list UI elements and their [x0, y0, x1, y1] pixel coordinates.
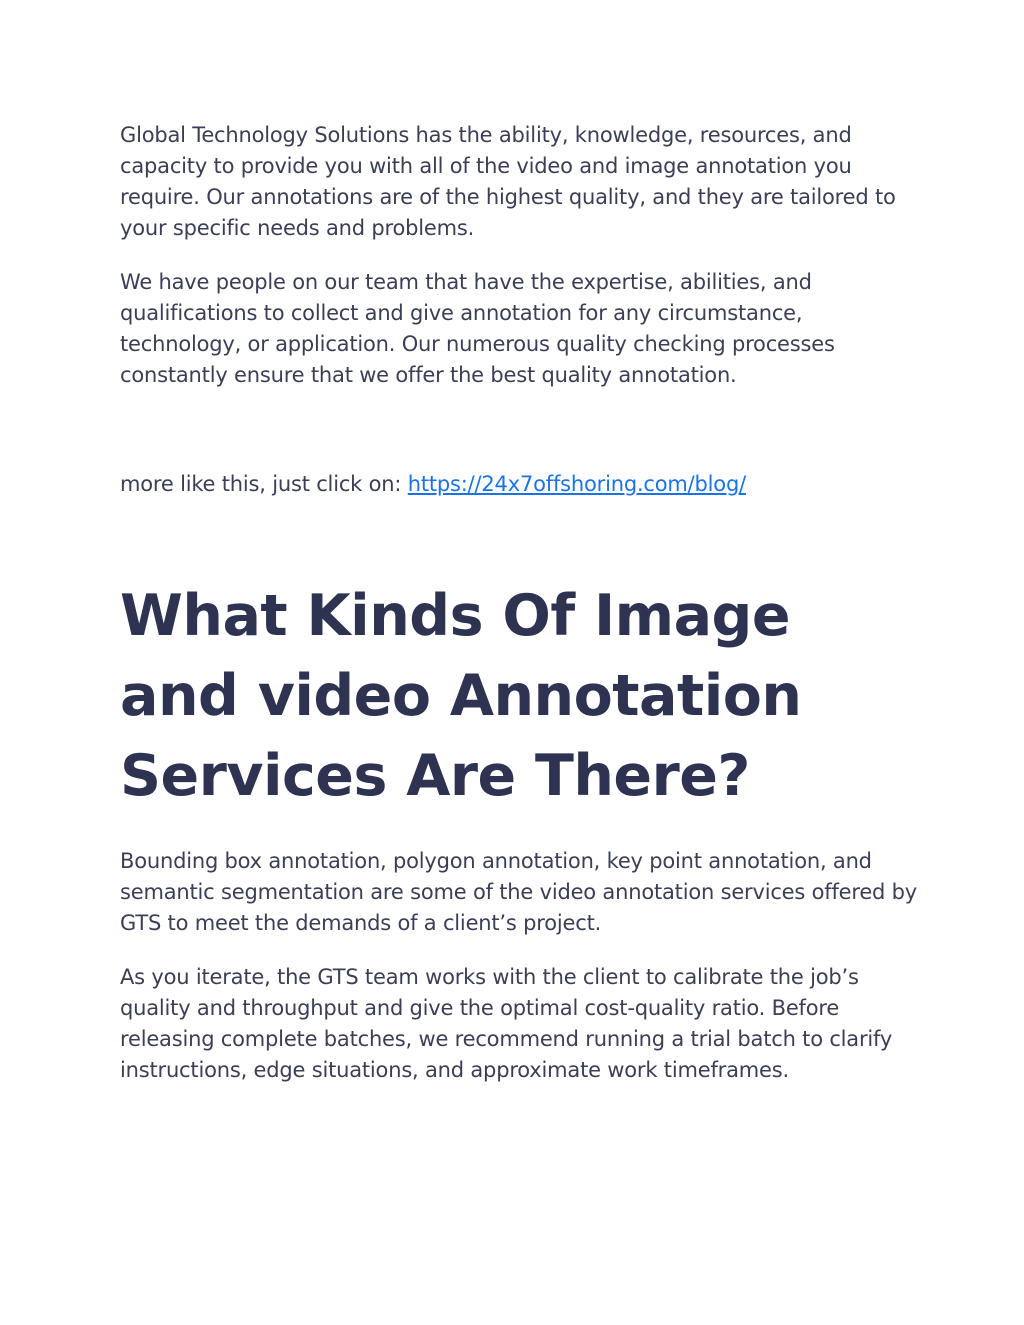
- team-paragraph: We have people on our team that have the expertise, abilities, and qualifications to collect and give annotation for any circumstance, technology, or application. Our numerous quality checking processes constantly ensure that we offer the best quality annotation.: [120, 270, 835, 387]
- iterate-paragraph: As you iterate, the GTS team works with the client to calibrate the job’s quality and throughput and give the optimal cost-quality ratio. Before releasing complete batches, we recommend running a trial batch to clarify instructions, edge situations, and approximate work timeframes.: [120, 965, 893, 1082]
- more-link-line: [120, 469, 920, 500]
- blog-link[interactable]: https://24x7offshoring.com/blog/: [407, 472, 746, 496]
- services-paragraph: Bounding box annotation, polygon annotation, key point annotation, and semantic segmentation are some of the video annotation services offered by GTS to meet the demands of a client’s project.: [120, 849, 918, 935]
- section-heading: What Kinds Of Image and video Annotation Services Are There?: [120, 583, 802, 809]
- intro-paragraph: Global Technology Solutions has the ability, knowledge, resources, and capacity to provide you with all of the video and image annotation you require. Our annotations are of the highest quality, and they are tailored to your specific needs and problems.: [120, 123, 896, 240]
- document-page: [120, 120, 920, 1086]
- more-link-prefix: more like this, just click on:: [120, 472, 408, 496]
